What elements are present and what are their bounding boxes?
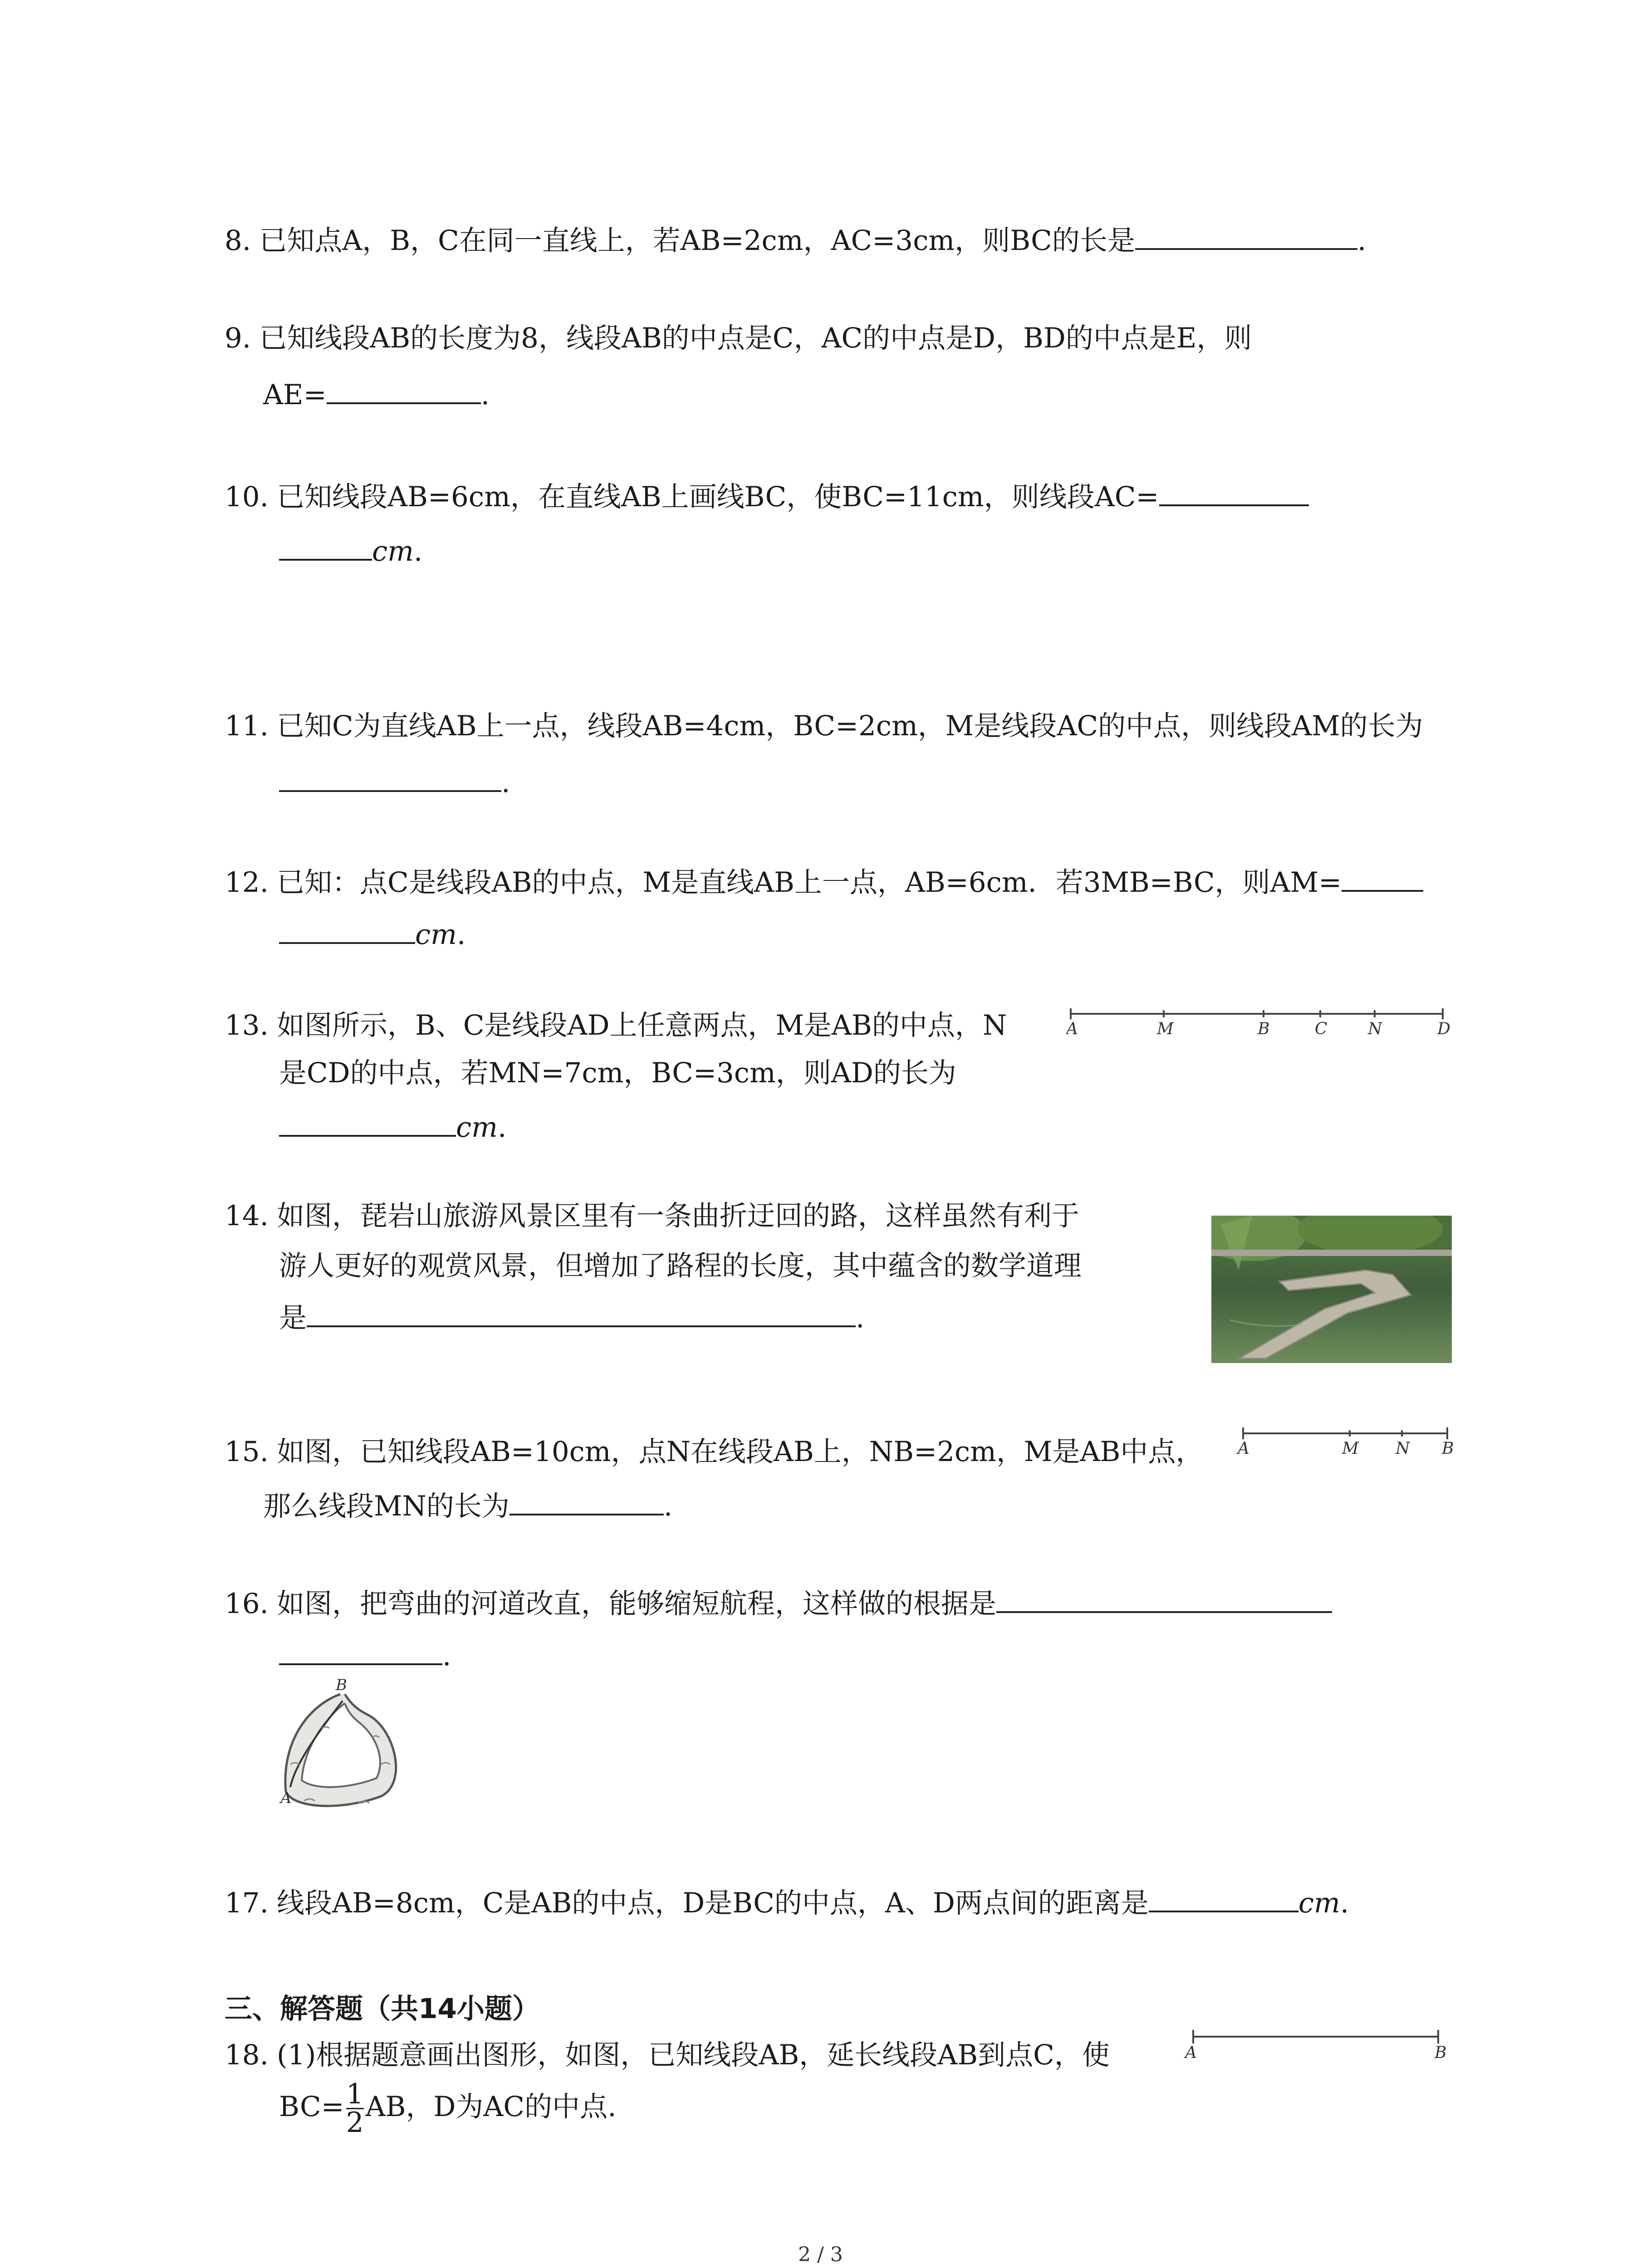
label-N: N xyxy=(1368,1020,1382,1036)
question-9-line2 xyxy=(263,379,490,409)
label-N: N xyxy=(1396,1439,1410,1458)
unit: cm xyxy=(415,919,457,951)
end-mark: . xyxy=(414,535,423,567)
question-15 xyxy=(225,1438,1203,1466)
answer-blank-cont[interactable] xyxy=(279,919,415,944)
question-text: 是 xyxy=(279,1302,307,1334)
question-number: 17. xyxy=(225,1887,269,1919)
label-D: D xyxy=(1437,1020,1450,1036)
answer-blank[interactable] xyxy=(307,1302,856,1327)
label-A: A xyxy=(1066,1020,1078,1036)
answer-blank[interactable] xyxy=(327,379,481,404)
label-B: B xyxy=(1435,2043,1447,2062)
question-15-line2 xyxy=(263,1490,672,1520)
question-13-line2 xyxy=(279,1059,956,1087)
question-text: 如图，把弯曲的河道改直，能够缩短航程，这样做的根据是 xyxy=(277,1588,997,1620)
question-12-line2 xyxy=(279,919,466,951)
question-number: 12. xyxy=(225,866,269,899)
question-9 xyxy=(225,324,1252,352)
question-number: 11. xyxy=(225,710,269,742)
answer-blank[interactable] xyxy=(1135,225,1357,250)
label-B: B xyxy=(1442,1439,1454,1458)
question-number: 15. xyxy=(225,1436,269,1468)
label-B: B xyxy=(1258,1020,1270,1036)
question-16 xyxy=(225,1588,1332,1618)
question-10 xyxy=(225,481,1309,511)
question-text: 已知C为直线AB上一点，线段AB=4cm，BC=2cm，M是线段AC的中点，则线段AM的长为 xyxy=(277,710,1423,742)
answer-blank[interactable] xyxy=(1342,866,1423,892)
question-number: 13. xyxy=(225,1009,269,1041)
unit: cm xyxy=(456,1111,498,1144)
question-number: 18. xyxy=(225,2039,269,2071)
answer-blank-cont[interactable] xyxy=(279,535,372,561)
river-figure xyxy=(277,1674,408,1823)
question-18 xyxy=(225,2041,1110,2069)
label-M: M xyxy=(1157,1020,1174,1036)
end-mark: . xyxy=(480,379,490,411)
question-text: 如图，琵岩山旅游风景区里有一条曲折迂回的路，这样虽然有利于 xyxy=(277,1200,1080,1232)
question-number: 9. xyxy=(225,322,251,354)
question-17 xyxy=(225,1887,1349,1917)
label-A: A xyxy=(1238,1439,1249,1458)
page-number: 2 / 3 xyxy=(798,2243,843,2266)
answer-blank[interactable] xyxy=(279,1111,456,1137)
answer-blank[interactable] xyxy=(509,1490,664,1515)
question-text: 如图所示，B、C是线段AD上任意两点，M是AB的中点，N xyxy=(277,1009,1007,1041)
question-text: 如图，已知线段AB=10cm，点N在线段AB上，NB=2cm，M是AB中点， xyxy=(277,1436,1204,1468)
question-11 xyxy=(225,712,1423,740)
label-M: M xyxy=(1342,1439,1359,1458)
question-14-line3 xyxy=(279,1302,864,1332)
question-number: 16. xyxy=(225,1588,269,1620)
scenic-path-photo xyxy=(1211,1216,1452,1363)
question-text: 那么线段MN的长为 xyxy=(263,1490,509,1522)
question-11-line2 xyxy=(279,767,510,797)
fraction-denominator: 2 xyxy=(346,2107,364,2139)
end-mark: . xyxy=(457,919,466,951)
question-text: BC= xyxy=(279,2091,344,2123)
question-text: 已知点A，B，C在同一直线上，若AB=2cm，AC=3cm，则BC的长是 xyxy=(259,225,1135,257)
segment-figure-AB-18 xyxy=(1180,2025,1456,2062)
end-mark: . xyxy=(442,1640,451,1672)
unit: cm xyxy=(372,535,414,567)
question-number: 14. xyxy=(225,1200,269,1232)
end-mark: . xyxy=(501,767,510,799)
end-mark: . xyxy=(856,1302,865,1334)
answer-blank[interactable] xyxy=(279,767,501,792)
label-A: A xyxy=(1185,2043,1197,2062)
question-14-line2 xyxy=(279,1252,1082,1280)
question-text: (1)根据题意画出图形，如图，已知线段AB，延长线段AB到点C，使 xyxy=(277,2039,1110,2071)
answer-blank[interactable] xyxy=(996,1588,1332,1613)
question-text: AB，D为AC的中点. xyxy=(365,2091,617,2123)
question-16-line2 xyxy=(279,1640,451,1670)
question-text: 已知线段AB=6cm，在直线AB上画线BC，使BC=11cm，则线段AC= xyxy=(277,481,1159,513)
question-13 xyxy=(225,1009,1007,1041)
question-number: 10. xyxy=(225,481,269,513)
question-text: 已知线段AB的长度为8，线段AB的中点是C，AC的中点是D，BD的中点是E，则 xyxy=(259,322,1252,354)
question-18-line2 xyxy=(279,2077,617,2139)
question-14 xyxy=(225,1202,1079,1230)
end-mark: . xyxy=(498,1111,507,1144)
question-text: 线段AB=8cm，C是AB的中点，D是BC的中点，A、D两点间的距离是 xyxy=(277,1887,1149,1919)
answer-blank[interactable] xyxy=(1159,481,1309,506)
question-13-line3 xyxy=(279,1111,507,1144)
answer-blank-cont[interactable] xyxy=(279,1640,442,1665)
end-mark: . xyxy=(1357,225,1367,257)
question-text: AE= xyxy=(263,379,327,411)
question-text: 已知：点C是线段AB的中点，M是直线AB上一点，AB=6cm．若3MB=BC，则AM= xyxy=(277,866,1342,899)
answer-blank[interactable] xyxy=(1149,1887,1298,1912)
label-B: B xyxy=(336,1676,347,1694)
segment-figure-AD xyxy=(1066,1000,1452,1036)
unit: cm xyxy=(1298,1887,1340,1919)
fraction-numerator: 1 xyxy=(346,2078,364,2111)
question-text: 是CD的中点，若MN=7cm，BC=3cm，则AD的长为 xyxy=(279,1057,956,1089)
fraction xyxy=(346,2078,364,2139)
question-12 xyxy=(225,866,1423,899)
end-mark: . xyxy=(663,1490,673,1522)
question-10-line2 xyxy=(279,535,422,565)
label-A: A xyxy=(280,1789,292,1807)
label-C: C xyxy=(1315,1020,1327,1036)
question-8 xyxy=(225,225,1367,257)
end-mark: . xyxy=(1340,1887,1349,1919)
question-number: 8. xyxy=(225,225,251,257)
question-text: 游人更好的观赏风景，但增加了路程的长度，其中蕴含的数学道理 xyxy=(279,1250,1082,1282)
section-title: 三、解答题（共14小题） xyxy=(225,1993,540,2025)
segment-figure-AB-15 xyxy=(1234,1422,1456,1458)
